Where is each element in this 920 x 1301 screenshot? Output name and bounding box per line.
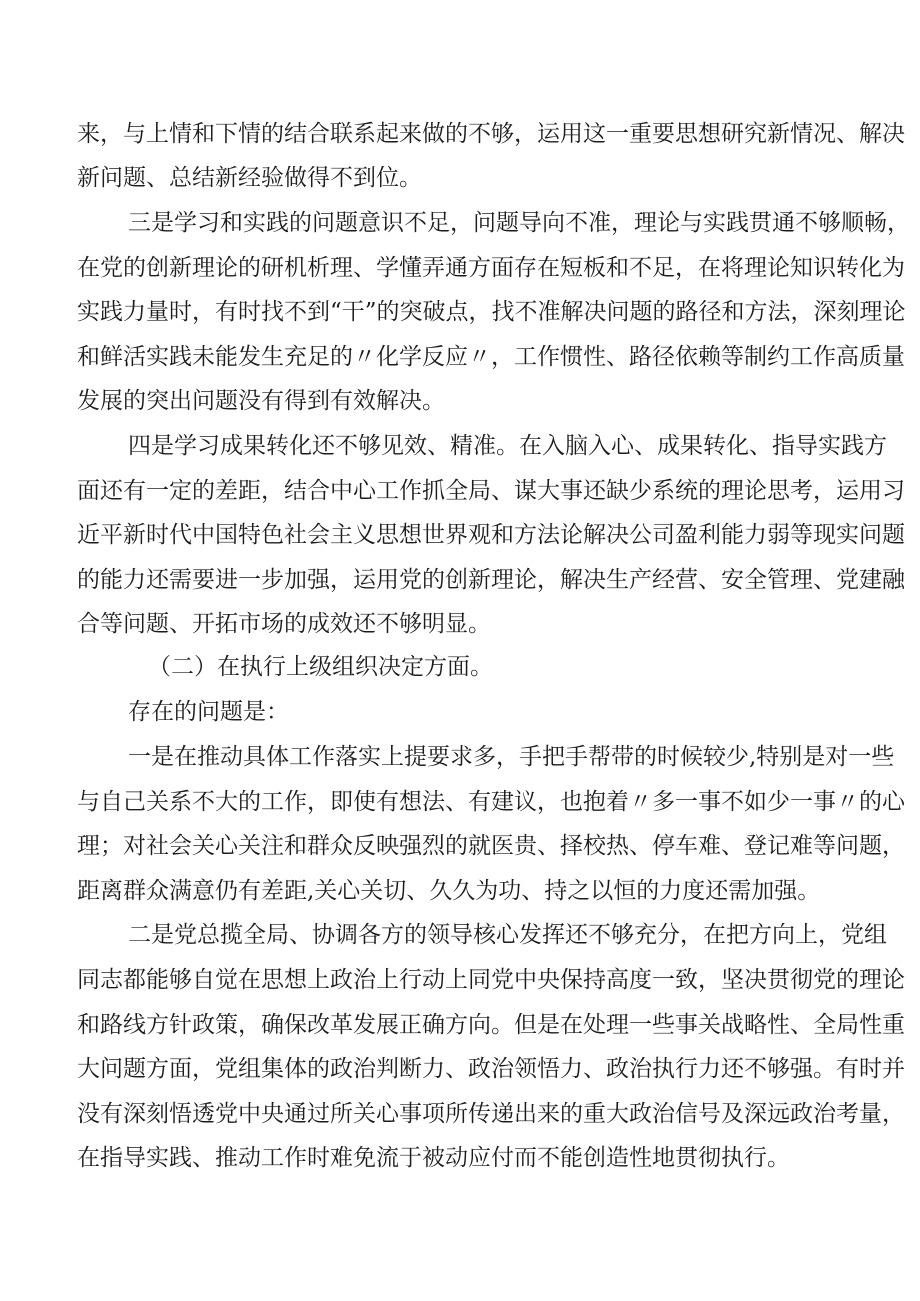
text-line: 新问题、总结新经验做得不到位。 bbox=[77, 165, 422, 191]
paragraph-start-line: 一是在推动具体工作落实上提要求多，手把手帮带的时候较少,特别是对一些 bbox=[128, 744, 895, 770]
paragraph-start-line: 二是党总揽全局、协调各方的领导核心发挥还不够充分，在把方向上，党组 bbox=[128, 922, 887, 948]
text-line: 同志都能够自觉在思想上政治上行动上同党中央保持高度一致，坚决贯彻党的理论 bbox=[77, 967, 905, 993]
text-line: 与自己关系不大的工作，即使有想法、有建议，也抱着〃多一事不如少一事〃的心 bbox=[77, 789, 905, 815]
paragraph-start-line: 三是学习和实践的问题意识不足，问题导向不准，理论与实践贯通不够顺畅， bbox=[128, 210, 910, 236]
text-line: 大问题方面，党组集体的政治判断力、政治领悟力、政治执行力还不够强。有时并 bbox=[77, 1056, 905, 1082]
text-line: 存在的问题是： bbox=[128, 699, 289, 725]
text-line: 在指导实践、推动工作时难免流于被动应付而不能创造性地贯彻执行。 bbox=[77, 1145, 790, 1171]
text-line: 来，与上情和下情的结合联系起来做的不够，运用这一重要思想研究新情况、解决 bbox=[77, 121, 905, 147]
text-line: 实践力量时，有时找不到“干”的突破点，找不准解决问题的路径和方法，深刻理论 bbox=[77, 299, 906, 325]
text-line: 面还有一定的差距，结合中心工作抓全局、谋大事还缺少系统的理论思考，运用习 bbox=[77, 478, 905, 504]
text-line: 理；对社会关心关注和群众反映强烈的就医贵、择校热、停车难、登记难等问题， bbox=[77, 833, 905, 859]
text-line: 的能力还需要进一步加强，运用党的创新理论，解决生产经营、安全管理、党建融 bbox=[77, 567, 905, 593]
text-line: 没有深刻悟透党中央通过所关心事项所传递出来的重大政治信号及深远政治考量， bbox=[77, 1101, 905, 1127]
text-line: 在党的创新理论的研机析理、学懂弄通方面存在短板和不足，在将理论知识转化为 bbox=[77, 255, 905, 281]
text-line: 发展的突出问题没有得到有效解决。 bbox=[77, 388, 445, 414]
text-line: 和鲜活实践未能发生充足的〃化学反应〃，工作惯性、路径依赖等制约工作高质量 bbox=[77, 344, 905, 370]
section-heading: （二）在执行上级组织决定方面。 bbox=[148, 654, 493, 680]
text-line: 近平新时代中国特色社会主义思想世界观和方法论解决公司盈利能力弱等现实问题 bbox=[77, 522, 905, 548]
paragraph-start-line: 四是学习成果转化还不够见效、精准。在入脑入心、成果转化、指导实践方 bbox=[128, 433, 887, 459]
text-line: 和路线方针政策，确保改革发展正确方向。但是在处理一些事关战略性、全局性重 bbox=[77, 1012, 905, 1038]
text-line: 距离群众满意仍有差距,关心关切、久久为功、持之以恒的力度还需加强。 bbox=[77, 878, 821, 904]
text-line: 合等问题、开拓市场的成效还不够明显。 bbox=[77, 611, 491, 637]
